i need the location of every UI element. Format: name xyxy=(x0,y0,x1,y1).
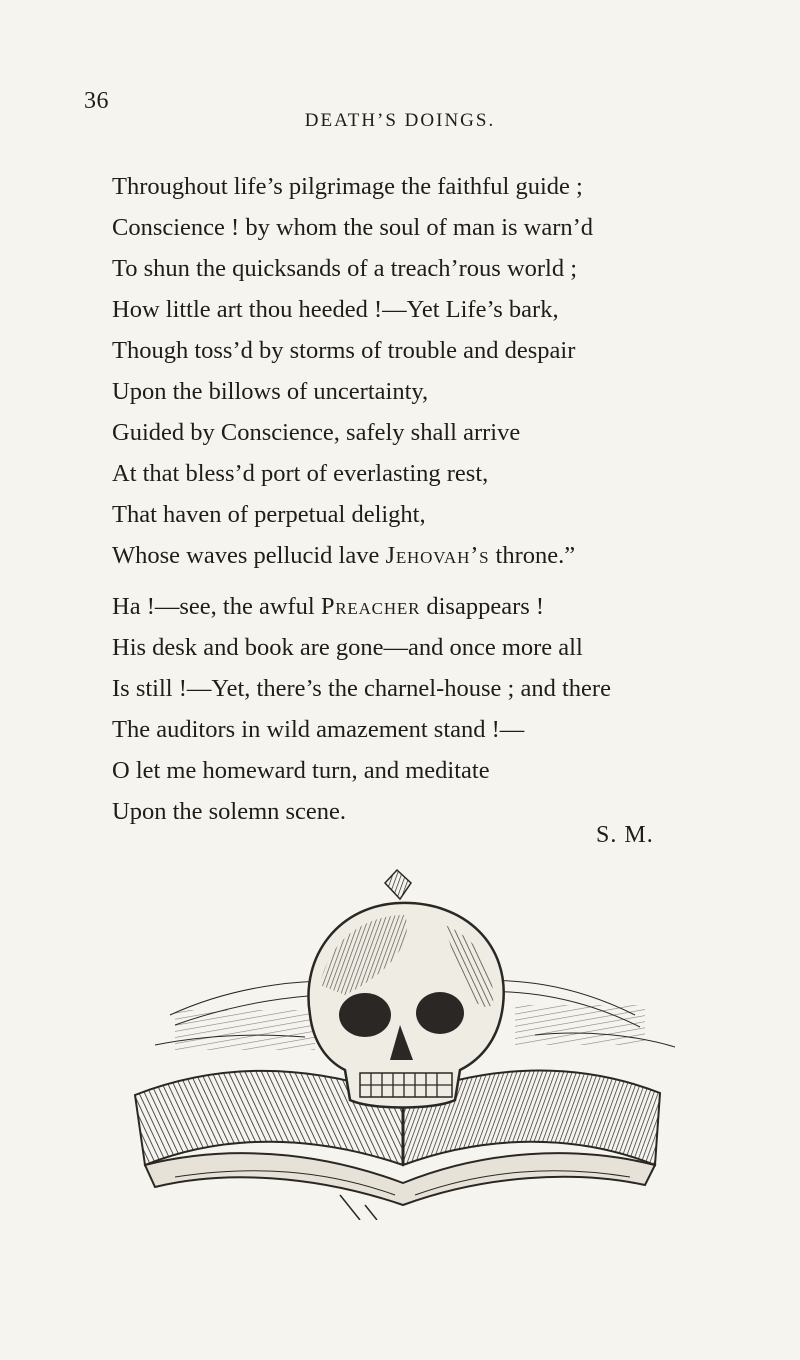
page-number: 36 xyxy=(84,88,109,114)
preacher-name: Preacher xyxy=(320,593,421,620)
poem-line xyxy=(112,586,611,627)
poem-line: To shun the quicksands of a treach’rous world ; xyxy=(112,255,578,282)
divine-name: Jehovah’s xyxy=(385,542,490,569)
poem-line: That haven of perpetual delight, xyxy=(112,501,426,528)
poem-line: Upon the solemn scene. xyxy=(112,798,347,825)
poem-line: Conscience ! by whom the soul of man is warn’d xyxy=(112,214,594,241)
poem-line: His desk and book are gone—and once more all xyxy=(112,634,583,661)
stanza-two xyxy=(112,586,611,832)
poem-line: At that bless’d port of everlasting rest, xyxy=(112,460,489,487)
line-text: disappears ! xyxy=(420,593,545,620)
skull xyxy=(308,870,503,1108)
poem-line: Though toss’d by storms of trouble and despair xyxy=(112,337,576,364)
line-text: throne.” xyxy=(489,542,576,569)
poem-line xyxy=(112,535,593,576)
line-text: Whose waves pellucid lave xyxy=(112,542,386,569)
poem-line: Upon the billows of uncertainty, xyxy=(112,378,429,405)
poem-line: O let me homeward turn, and meditate xyxy=(112,757,490,784)
poem-line: The auditors in wild amazement stand !— xyxy=(112,716,525,743)
poem-line: Throughout life’s pilgrimage the faithful guide ; xyxy=(112,173,583,200)
poem-line: Is still !—Yet, there’s the charnel-house ; and there xyxy=(112,675,611,702)
line-text: Ha !—see, the awful xyxy=(112,593,321,620)
skull-on-book-illustration xyxy=(115,865,690,1220)
poem-line: Guided by Conscience, safely shall arrive xyxy=(112,419,521,446)
stanza-one xyxy=(112,166,593,576)
running-head: DEATH’S DOINGS. xyxy=(304,110,496,131)
poem-line: How little art thou heeded !—Yet Life’s bark, xyxy=(112,296,559,323)
author-signature: S. M. xyxy=(596,822,654,848)
